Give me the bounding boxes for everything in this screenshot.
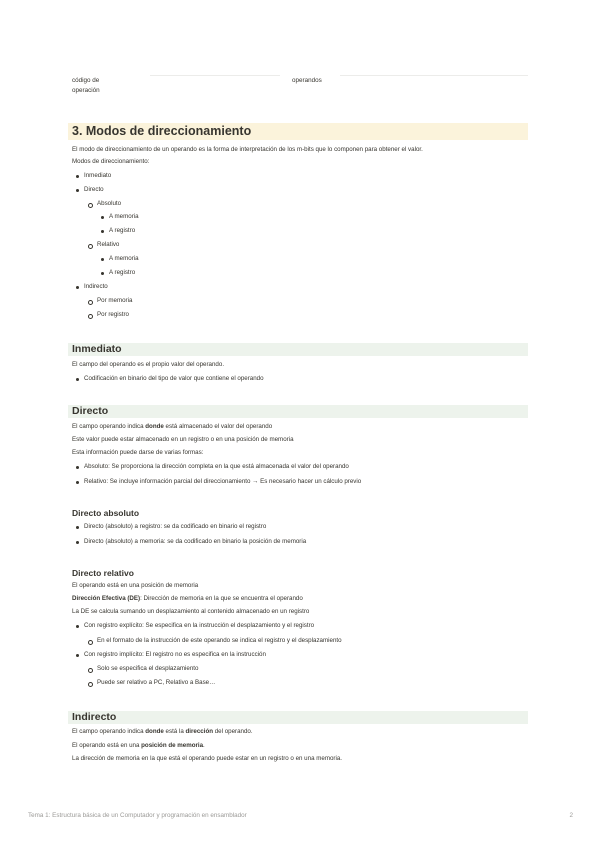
list-item: Por memoria xyxy=(97,297,133,304)
list-item: En el formato de la instrucción de este operando se indica el registro y el desplazamiento xyxy=(97,637,342,644)
list-item: Absoluto xyxy=(97,200,122,207)
list-item: Con registro explícito: Se especifica en la instrucción el desplazamiento y el registro xyxy=(84,622,315,629)
list-item: Absoluto: Se proporciona la dirección completa en la que está almacenada el valor del operando xyxy=(84,463,349,470)
list-item: A memoria xyxy=(109,213,139,220)
table-cell-operands: operandos xyxy=(292,77,322,84)
paragraph: El campo operando indica donde está almacenado el valor del operando xyxy=(72,423,273,430)
list-item: Codificación en binario del tipo de valor que contiene el operando xyxy=(84,375,264,382)
list-item: Solo se especifica el desplazamiento xyxy=(97,665,199,672)
list-item: Por registro xyxy=(97,311,129,318)
table-divider xyxy=(150,75,280,76)
section-heading-modos: 3. Modos de direccionamiento xyxy=(68,123,528,140)
list-item: Relativo: Se incluye información parcial del direccionamiento → Es necesario hacer un cálculo previo xyxy=(84,478,362,485)
list-item: Directo (absoluto) a registro: se da codificado en binario el registro xyxy=(84,523,267,530)
paragraph: La dirección de memoria en la que está el operando puede estar en un registro o en una memoria. xyxy=(72,755,343,762)
paragraph-modes-label: Modos de direccionamiento: xyxy=(72,158,150,165)
list-item: Con registro implícito: El registro no es especifica en la instrucción xyxy=(84,651,266,658)
subheading-directo-absoluto: Directo absoluto xyxy=(72,508,140,518)
list-item: Inmediato xyxy=(84,172,112,179)
opcode-table-row xyxy=(72,74,528,98)
list-item: A memoria xyxy=(109,255,139,262)
paragraph: Este valor puede estar almacenado en un registro o en una posición de memoria xyxy=(72,436,294,443)
list-item: A registro xyxy=(109,269,136,276)
table-divider xyxy=(340,75,528,76)
footer-title: Tema 1: Estructura básica de un Computador y programación en ensamblador xyxy=(28,812,247,819)
page-number: 2 xyxy=(569,812,573,819)
paragraph: Esta información puede darse de varias formas: xyxy=(72,449,204,456)
list-item: Directo xyxy=(84,186,104,193)
subheading-directo-relativo: Directo relativo xyxy=(72,568,134,578)
list-item: Directo (absoluto) a memoria: se da codificado en binario la posición de memoria xyxy=(84,538,307,545)
paragraph: El campo operando indica donde está la dirección del operando. xyxy=(72,728,253,735)
section-heading-inmediato: Inmediato xyxy=(68,343,528,356)
list-item: Indirecto xyxy=(84,283,108,290)
paragraph: El operando está en una posición de memoria xyxy=(72,582,199,589)
paragraph: El campo del operando es el propio valor del operando. xyxy=(72,361,225,368)
section-heading-indirecto: Indirecto xyxy=(68,711,528,724)
paragraph-intro: El modo de direccionamiento de un operando es la forma de interpretación de los m-bits que lo componen para obtener el valor. xyxy=(72,146,423,153)
list-item: Relativo xyxy=(97,241,120,248)
section-heading-directo: Directo xyxy=(68,405,528,418)
list-item: Puede ser relativo a PC, Relativo a Base… xyxy=(97,679,216,686)
table-cell-opcode: código de operación xyxy=(72,77,100,94)
list-item: A registro xyxy=(109,227,136,234)
paragraph: El operando está en una posición de memoria. xyxy=(72,742,205,749)
paragraph: Dirección Efectiva (DE): Dirección de memoria en la que se encuentra el operando xyxy=(72,595,303,602)
paragraph: La DE se calcula sumando un desplazamiento al contenido almacenado en un registro xyxy=(72,608,310,615)
